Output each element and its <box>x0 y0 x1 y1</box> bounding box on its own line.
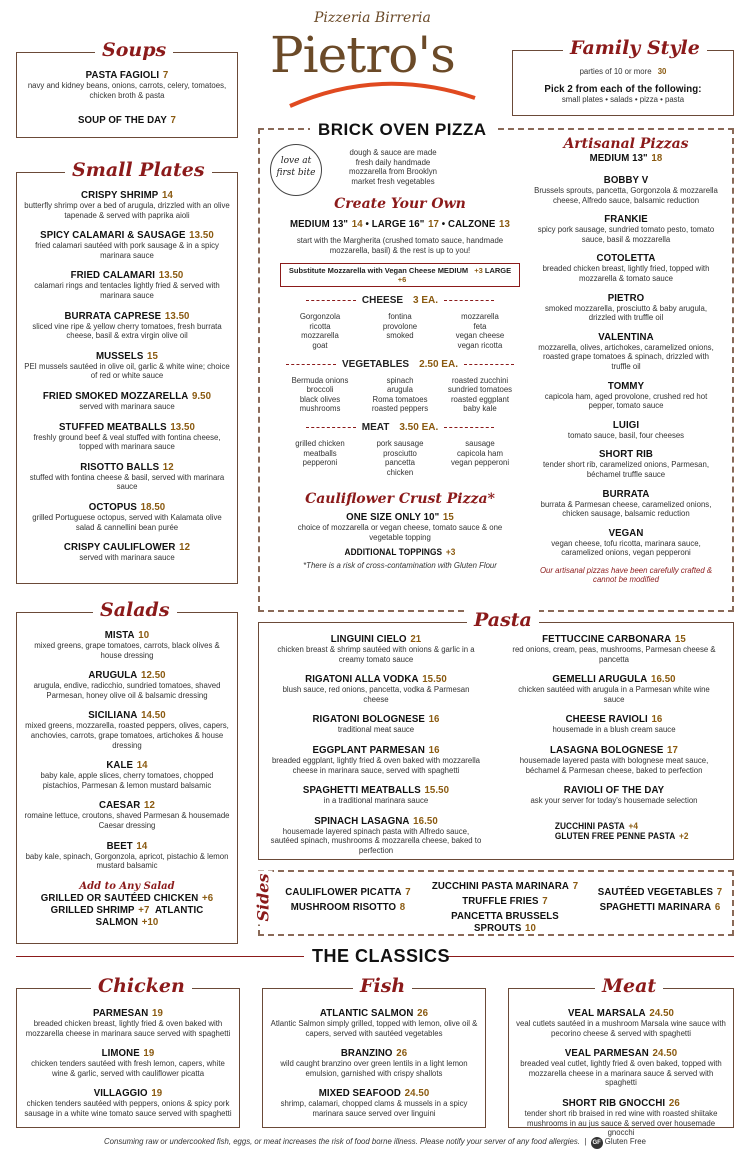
item-name: CHEESE RAVIOLI 16 <box>565 713 663 726</box>
item-name: CRISPY CAULIFLOWER 12 <box>63 541 191 554</box>
item-name: RISOTTO BALLS 12 <box>80 460 174 473</box>
menu-item <box>17 189 237 220</box>
menu-item <box>263 744 489 775</box>
item-desc: breaded eggplant, lightly fried & oven baked with mozzarella cheese in marinara sauce, served with spaghetti <box>271 755 481 775</box>
meat-list <box>509 1007 733 1147</box>
item-name: SHORT RIB GNOCCHI 26 <box>562 1096 680 1109</box>
cheese-heading: CHEESE 3 EA. <box>280 295 520 306</box>
item-price: 15 <box>147 349 158 362</box>
logo <box>270 8 485 116</box>
item-desc: blush sauce, red onions, pancetta, vodka & Parmesan cheese <box>282 685 470 704</box>
menu-item <box>17 350 237 381</box>
item-price: 15.50 <box>422 673 447 686</box>
family-title: Family Style <box>563 37 707 59</box>
item-desc: housemade layered pasta with bolognese meat sauce, béchamel & Parmesan cheese, baked to perfection <box>519 755 709 775</box>
salad-add-1: GRILLED OR SAUTÉED CHICKEN +6 <box>40 892 214 904</box>
pasta-right-list <box>501 633 727 815</box>
logo-subtitle: Pizzeria Birreria <box>314 10 431 26</box>
gf-option-1: ZUCCHINI PASTA +4 <box>554 821 639 831</box>
item-price: 26 <box>417 1007 429 1019</box>
soups-list <box>17 69 237 140</box>
menu-item <box>528 527 724 558</box>
menu-item <box>263 1047 485 1078</box>
menu-item <box>17 310 237 341</box>
item-price: 13.50 <box>164 309 190 322</box>
item-desc: chicken breast & shrimp sautéed with onions & garlic in a creamy tomato sauce <box>277 645 475 664</box>
item-desc: tender short rib braised in red wine with roasted shiitake mushrooms in au jus sauce & served over housemade gnocchi <box>524 1108 718 1138</box>
item-price: 24.50 <box>649 1007 675 1019</box>
menu-item <box>501 713 727 735</box>
classics-line-right <box>446 956 734 957</box>
artisanal-title: Artisanal Pizzas <box>563 136 689 152</box>
menu-item <box>17 709 237 750</box>
love-badge: love at first bite <box>270 144 322 196</box>
item-name: VILLAGGIO 19 <box>93 1087 163 1100</box>
item-desc: butterfly shrimp over a bed of arugula, drizzled with an olive tapenade & served with paprika aioli <box>24 201 230 220</box>
item-desc: breaded chicken breast, lightly fried, topped with mozzarella & tomato sauce <box>542 264 710 283</box>
meat-heading: MEAT 3.50 EA. <box>280 422 520 433</box>
item-desc: navy and kidney beans, onions, carrots, celery, tomatoes, chicken broth & pasta <box>27 81 227 100</box>
menu-item <box>17 799 237 830</box>
item-desc: mixed greens, grape tomatoes, carrots, black olives & house dressing <box>34 641 220 660</box>
item-name: COTOLETTA <box>596 252 656 265</box>
menu-item <box>17 840 237 871</box>
menu-item <box>263 713 489 735</box>
menu-item <box>528 419 724 441</box>
item-price: 12 <box>162 460 174 473</box>
item-name: KALE 14 <box>106 759 148 772</box>
item-name: VEAL MARSALA 24.50 <box>567 1007 675 1019</box>
item-name: LUIGI <box>612 418 640 431</box>
menu-item <box>17 629 237 660</box>
side-item: MUSHROOM RISOTTO 8 <box>290 901 406 913</box>
item-name: BURRATA <box>602 487 650 500</box>
pasta-section <box>258 609 734 860</box>
soups-section <box>16 39 238 138</box>
classics-line-left <box>16 956 304 957</box>
menu-item <box>263 815 489 856</box>
chicken-list <box>17 1007 239 1128</box>
item-price: 19 <box>151 1087 163 1100</box>
item-price: 7 <box>170 114 177 127</box>
item-price: 15.50 <box>424 784 450 797</box>
logo-swoosh-icon <box>270 76 485 116</box>
menu-item <box>263 1007 485 1038</box>
chicken-title: Chicken <box>91 975 192 997</box>
item-price: 17 <box>667 743 678 756</box>
menu-item <box>17 669 237 700</box>
pasta-title: Pasta <box>467 609 539 631</box>
item-desc: baby kale, spinach, Gorgonzola, apricot, pistachio & lemon mustard balsamic <box>25 851 229 871</box>
item-desc: tender short rib, caramelized onions, Parmesan, béchamel truffle sauce <box>543 460 709 479</box>
topping-group: mozzarella feta vegan cheese vegan ricotta <box>455 312 505 350</box>
salads-list <box>17 629 237 880</box>
pizza-intro: dough & sauce are made fresh daily handmade mozzarella from Brooklyn market fresh vegetables <box>349 148 437 186</box>
side-item: PANCETTA BRUSSELS SPROUTS 10 <box>451 910 559 934</box>
family-line2: Pick 2 from each of the following: <box>544 82 702 95</box>
item-name: PIETRO <box>607 291 645 304</box>
item-price: 13.50 <box>158 269 184 282</box>
menu-item <box>17 421 237 452</box>
artisanal-note: Our artisanal pizzas have been carefully crafted & cannot be modified <box>539 565 713 585</box>
item-price: 19 <box>143 1047 155 1060</box>
item-desc: veal cutlets sautéed in a mushroom Marsala wine sauce with pecorino cheese & served with spaghetti <box>516 1019 726 1038</box>
item-price: 24.50 <box>404 1087 430 1100</box>
item-name: MUSSELS 15 <box>96 349 158 362</box>
menu-item <box>17 1047 239 1078</box>
gf-option-2: GLUTEN FREE PENNE PASTA +2 <box>554 831 689 841</box>
item-name: PARMESAN 19 <box>93 1007 163 1019</box>
item-desc: arugula, endive, radicchio, sundried tomatoes, shaved Parmesan, honey olive oil & balsamic dressing <box>33 681 221 700</box>
topping-group: pork sausage prosciutto pancetta chicken <box>376 438 424 477</box>
item-name: RAVIOLI OF THE DAY <box>563 784 665 797</box>
menu-item <box>501 784 727 806</box>
side-item: CAULIFLOWER PICATTA 7 <box>285 886 411 898</box>
meat-section <box>508 975 734 1138</box>
fish-title: Fish <box>353 975 412 997</box>
menu-item <box>528 292 724 323</box>
item-price: 13.50 <box>170 420 195 433</box>
sides-section <box>253 870 734 936</box>
cauli-note: *There is a risk of cross-contamination with Gluten Flour <box>303 560 497 570</box>
menu-item <box>528 331 724 372</box>
item-desc: spicy pork sausage, sundried tomato pesto, tomato sauce, basil & mozzarella <box>537 225 715 244</box>
menu-item <box>528 174 724 205</box>
sides-col-2 <box>420 880 590 937</box>
item-price: 12 <box>179 541 191 554</box>
item-name: FRIED SMOKED MOZZARELLA 9.50 <box>42 389 212 402</box>
item-desc: vegan cheese, tofu ricotta, marinara sauce, caramelized onions, vegan pepperoni <box>551 538 701 558</box>
menu-item <box>528 448 724 479</box>
footer: Consuming raw or undercooked fish, eggs, or meat increases the risk of food borne illness. Please notify your server of any food allergies. | GF Gluten Free <box>0 1137 750 1149</box>
item-price: 15 <box>674 633 686 645</box>
menu-item <box>17 501 237 532</box>
menu-item <box>509 1007 733 1038</box>
item-desc: Brussels sprouts, pancetta, Gorgonzola & mozzarella cheese, Alfredo sauce, balsamic reduction <box>534 186 718 205</box>
salad-add-2: GRILLED SHRIMP +7 ATLANTIC SALMON +10 <box>50 904 204 928</box>
menu-item <box>528 488 724 519</box>
item-name: PASTA FAGIOLI 7 <box>85 69 169 81</box>
item-price: 24.50 <box>652 1047 678 1060</box>
artisanal-list <box>528 174 724 558</box>
item-desc: stuffed with fontina cheese & basil, served with marinara sauce <box>29 472 225 492</box>
item-name: SICILIANA 14.50 <box>88 709 166 722</box>
item-price: 9.50 <box>191 389 212 402</box>
menu-item <box>17 1007 239 1038</box>
item-name: STUFFED MEATBALLS 13.50 <box>59 420 195 433</box>
item-name: RIGATONI BOLOGNESE 16 <box>312 713 440 726</box>
item-name: VALENTINA <box>598 330 654 343</box>
menu-item <box>501 744 727 775</box>
menu-item <box>17 759 237 790</box>
item-price: 14.50 <box>141 709 166 722</box>
item-name: EGGPLANT PARMESAN 16 <box>312 743 440 756</box>
menu-item <box>17 461 237 492</box>
item-name: VEGAN <box>608 526 644 539</box>
item-name: OCTOPUS 18.50 <box>88 500 166 513</box>
item-desc: served with marinara sauce <box>79 553 175 563</box>
item-price: 10 <box>138 629 150 641</box>
item-name: VEAL PARMESAN 24.50 <box>564 1047 678 1060</box>
menu-item <box>528 252 724 283</box>
soups-title: Soups <box>95 39 173 61</box>
menu-item <box>509 1097 733 1138</box>
item-desc: housemade layered spinach pasta with Alfredo sauce, sautéed spinach, mushrooms & mozzarella cheese, baked to perfection <box>270 826 482 855</box>
menu-item <box>17 269 237 300</box>
gf-label: Gluten Free <box>604 1137 646 1146</box>
item-desc: ask your server for today's housemade selection <box>530 796 698 806</box>
menu-item <box>501 633 727 664</box>
item-name: MISTA 10 <box>104 629 150 641</box>
chicken-section <box>16 975 240 1128</box>
sides-col-3 <box>590 886 730 916</box>
fish-list <box>263 1007 485 1128</box>
cheese-grid <box>280 312 520 350</box>
create-desc: start with the Margherita (crushed tomato sauce, handmade mozzarella, basil) & the rest is up to you! <box>296 236 504 255</box>
menu-item <box>17 1087 239 1118</box>
menu-item <box>17 541 237 563</box>
item-price: 12 <box>144 799 155 812</box>
item-desc: PEI mussels sautéed in olive oil, garlic & white wine; choice of red or white sauce <box>24 361 230 381</box>
item-price: 16 <box>428 713 440 726</box>
small-plates-list <box>17 189 237 572</box>
item-name: CRISPY SHRIMP 14 <box>81 189 173 201</box>
item-name: BRANZINO 26 <box>340 1047 408 1060</box>
item-price: 16 <box>651 713 663 726</box>
item-price: 14 <box>136 839 148 852</box>
menu-item <box>528 213 724 244</box>
side-item: ZUCCHINI PASTA MARINARA 7 <box>431 880 579 892</box>
item-price: 16 <box>428 743 440 756</box>
menu-item <box>263 673 489 704</box>
small-plates-title: Small Plates <box>65 159 212 181</box>
item-desc: baby kale, apple slices, cherry tomatoes, chopped pistachios, Parmesan & lemon mustard balsamic <box>40 771 214 790</box>
item-desc: breaded chicken breast, lightly fried & oven baked with mozzarella cheese in marinara sauce served with spaghetti <box>25 1019 231 1038</box>
gf-icon: GF <box>591 1137 603 1149</box>
item-desc: traditional meat sauce <box>337 725 415 735</box>
item-price: 7 <box>162 69 169 81</box>
menu-item <box>17 69 237 100</box>
item-desc: burrata & Parmesan cheese, caramelized onions, chicken sausage, balsamic reduction <box>540 499 712 519</box>
menu-item <box>263 1087 485 1118</box>
item-name: FRIED CALAMARI 13.50 <box>70 269 184 282</box>
item-name: BEET 14 <box>106 839 148 852</box>
menu-item <box>17 390 237 412</box>
fish-section <box>262 975 486 1128</box>
menu-item <box>17 229 237 260</box>
side-item: TRUFFLE FRIES 7 <box>462 895 548 907</box>
item-desc: mixed greens, mozzarella, roasted peppers, olives, capers, anchovies, carrots, grape tomatoes, artichokes & house dressing <box>25 721 229 750</box>
topping-group: fontina provolone smoked <box>382 312 418 341</box>
family-line3: small plates • salads • pizza • pasta <box>561 94 685 104</box>
item-desc: served with marinara sauce <box>79 401 175 411</box>
menu-item <box>263 784 489 806</box>
item-name: SPICY CALAMARI & SAUSAGE 13.50 <box>40 229 214 242</box>
small-plates-section <box>16 159 238 584</box>
cauli-desc: choice of mozzarella or vegan cheese, tomato sauce & one vegetable topping <box>297 523 503 542</box>
item-name: LINGUINI CIELO 21 <box>330 633 422 645</box>
item-name: FRANKIE <box>604 213 648 226</box>
side-item: SPAGHETTI MARINARA 6 <box>599 901 721 913</box>
item-price: 14 <box>161 189 173 201</box>
item-price: 12.50 <box>140 669 166 682</box>
item-desc: grilled Portuguese octopus, served with Kalamata olive salad & cannellini bean purée <box>32 512 222 532</box>
item-desc: tomato sauce, basil, four cheeses <box>567 430 685 440</box>
topping-group: Bermuda onions broccoli black olives mushrooms <box>291 375 349 414</box>
item-price: 16.50 <box>650 673 676 686</box>
item-desc: housemade in a blush cream sauce <box>552 725 676 735</box>
item-desc: chicken tenders sautéed with fresh lemon, capers, white wine & garlic, served with cauliflower picatta <box>31 1059 225 1078</box>
item-name: MIXED SEAFOOD 24.50 <box>318 1087 430 1100</box>
menu-item <box>501 673 727 704</box>
pizza-section <box>258 120 734 612</box>
item-desc: chicken tenders sautéed with peppers, onions & spicy pork sausage in a white wine tomato sauce served with spaghetti <box>24 1099 232 1118</box>
sides-title: Sides <box>254 870 273 924</box>
item-price: 16.50 <box>413 814 438 827</box>
item-name: LASAGNA BOLOGNESE 17 <box>550 743 678 756</box>
item-price: 14 <box>136 759 148 772</box>
logo-name: Pietro's <box>270 26 455 84</box>
item-price: 18.50 <box>140 500 166 513</box>
item-name: BURRATA CAPRESE 13.50 <box>64 309 190 322</box>
item-desc: red onions, cream, peas, mushrooms, Parmesan cheese & pancetta <box>512 645 716 664</box>
cauli-size: ONE SIZE ONLY 10" 15 <box>346 511 454 524</box>
artisanal-size: MEDIUM 13" 18 <box>589 152 663 164</box>
item-name: SPAGHETTI MEATBALLS 15.50 <box>302 784 450 797</box>
meat-title: Meat <box>595 975 663 997</box>
item-desc: shrimp, calamari, chopped clams & mussels in a spicy marinara sauce served over linguini <box>280 1099 468 1118</box>
menu-item <box>528 380 724 411</box>
item-name: GEMELLI ARUGULA 16.50 <box>552 673 676 686</box>
sides-col-1 <box>278 886 418 916</box>
cauli-title: Cauliflower Crust Pizza* <box>305 491 495 508</box>
item-name: ATLANTIC SALMON 26 <box>319 1007 429 1019</box>
create-title: Create Your Own <box>334 196 466 212</box>
family-style-section <box>512 37 734 116</box>
item-name: RIGATONI ALLA VODKA 15.50 <box>305 673 447 686</box>
footer-text: Consuming raw or undercooked fish, eggs, or meat increases the risk of food borne illness. Please notify your server of any food allergies. <box>104 1137 580 1146</box>
item-desc: smoked mozzarella, prosciutto & baby arugula, drizzled with truffle oil <box>544 303 708 323</box>
topping-group: spinach arugula Roma tomatoes roasted peppers <box>371 375 429 414</box>
item-desc: breaded veal cutlet, lightly fried & oven baked, topped with mozzarella cheese in a marinara sauce & served with spaghetti <box>520 1059 722 1088</box>
family-line1: parties of 10 or more 30 <box>579 67 667 76</box>
item-desc: mozzarella, olives, artichokes, caramelized onions, roasted grape tomatoes & spinach, drizzled with truffle oil <box>538 342 714 371</box>
meat-grid <box>280 439 520 477</box>
item-name: TOMMY <box>607 379 645 392</box>
menu-item <box>263 633 489 664</box>
item-desc: wild caught branzino over green lentils in a light lemon emulsion, garnished with crispy shallots <box>280 1059 468 1078</box>
item-price: 21 <box>410 633 422 645</box>
veg-grid <box>280 376 520 414</box>
pizza-sizes: MEDIUM 13" 14 • LARGE 16" 17 • CALZONE 13 <box>289 218 510 230</box>
salads-title: Salads <box>93 599 177 621</box>
topping-group: Gorgonzola ricotta mozzarella goat <box>299 312 341 350</box>
cauli-add: ADDITIONAL TOPPINGS +3 <box>344 546 456 557</box>
pizza-title: BRICK OVEN PIZZA <box>310 120 495 140</box>
item-price: 13.50 <box>189 229 214 242</box>
item-name: SPINACH LASAGNA 16.50 <box>314 814 438 827</box>
salad-add-title: Add to Any Salad <box>79 881 175 892</box>
item-desc: romaine lettuce, croutons, shaved Parmesan & housemade Caesar dressing <box>24 811 230 830</box>
vegan-sub: Substitute Mozzarella with Vegan Cheese MEDIUM +3 LARGE +6 <box>280 263 520 287</box>
classics-title: THE CLASSICS <box>312 946 451 966</box>
topping-group: grilled chicken meatballs pepperoni <box>295 438 345 468</box>
pasta-left-list <box>263 633 489 865</box>
item-desc: sliced vine ripe & yellow cherry tomatoes, fresh burrata cheese, basil & extra virgin olive oil <box>32 321 222 341</box>
item-name: BOBBY V <box>603 174 649 186</box>
item-desc: Atlantic Salmon simply grilled, topped with lemon, olive oil & capers, served with sautéed vegetables <box>270 1019 478 1038</box>
item-desc: chicken sautéed with arugula in a Parmesan white wine sauce <box>518 685 710 704</box>
item-price: 26 <box>396 1047 408 1060</box>
topping-group: roasted zucchini sundried tomatoes roasted eggplant baby kale <box>447 375 513 414</box>
item-name: LIMONE 19 <box>101 1047 155 1060</box>
item-price: 19 <box>152 1007 163 1019</box>
veg-heading: VEGETABLES 2.50 EA. <box>280 359 520 370</box>
item-name: CAESAR 12 <box>99 799 155 812</box>
item-desc: freshly ground beef & veal stuffed with fontina cheese, topped with marinara sauce <box>33 432 221 452</box>
salads-section <box>16 599 238 944</box>
item-desc: in a traditional marinara sauce <box>323 796 429 806</box>
item-desc: capicola ham, aged provolone, crushed red hot pepper, tomato sauce <box>544 391 708 411</box>
side-item: SAUTÉED VEGETABLES 7 <box>597 886 723 898</box>
item-name: SHORT RIB <box>599 448 653 461</box>
item-desc: fried calamari sautéed with pork sausage & in a spicy marinara sauce <box>35 241 219 260</box>
topping-group: sausage capicola ham vegan pepperoni <box>450 438 510 468</box>
item-price: 26 <box>668 1096 680 1109</box>
menu-item <box>509 1047 733 1088</box>
item-desc: calamari rings and tentacles lightly fried & served with marinara sauce <box>34 281 220 300</box>
item-name: FETTUCCINE CARBONARA 15 <box>542 633 686 645</box>
menu-item <box>17 114 237 126</box>
item-name: SOUP OF THE DAY 7 <box>77 114 177 127</box>
item-name: ARUGULA 12.50 <box>88 669 166 682</box>
